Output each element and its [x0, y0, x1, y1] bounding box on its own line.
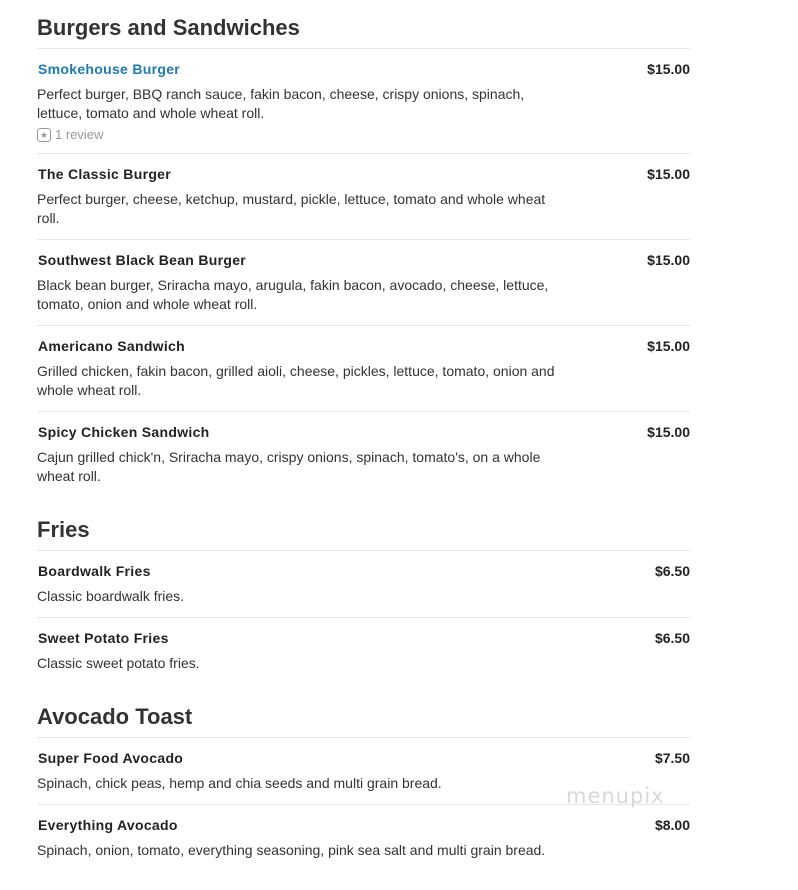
item-description: Spinach, chick peas, hemp and chia seeds and multi grain bread. — [37, 775, 442, 791]
menu-item-americano-sandwich — [37, 326, 690, 412]
menu-item-boardwalk-fries — [37, 551, 690, 618]
review-link[interactable] — [37, 127, 103, 142]
section-title: Burgers and Sandwiches — [37, 0, 690, 49]
item-price: $7.50 — [654, 750, 690, 766]
item-description: Classic boardwalk fries. — [37, 588, 185, 604]
item-price: $15.00 — [647, 166, 690, 182]
item-name: Spicy Chicken Sandwich — [38, 424, 210, 440]
item-price: $15.00 — [647, 424, 690, 440]
item-price: $8.00 — [654, 817, 690, 833]
menu-item-southwest-black-bean-burger — [37, 240, 690, 326]
item-price: $6.50 — [654, 630, 690, 646]
menu-item-classic-burger — [37, 154, 690, 240]
menu-item-everything-avocado — [37, 805, 690, 890]
item-description: Spinach, onion, tomato, everything seasoning, pink sea salt and multi grain bread. — [37, 842, 546, 858]
review-star-icon: ★ — [37, 128, 51, 142]
item-name: Everything Avocado — [38, 817, 178, 833]
menu — [37, 0, 690, 890]
item-name: Sweet Potato Fries — [38, 630, 169, 646]
review-count: 1 review — [55, 127, 104, 142]
item-description: Black bean burger, Sriracha mayo, arugula, fakin bacon, avocado, cheese, lettuce, tomato, onion and whole wheat roll. — [37, 277, 549, 312]
item-description: Grilled chicken, fakin bacon, grilled aioli, cheese, pickles, lettuce, tomato, onion and whole wheat roll. — [37, 363, 555, 398]
item-description: Classic sweet potato fries. — [37, 655, 200, 671]
item-name: Super Food Avocado — [38, 750, 184, 766]
item-description: Perfect burger, cheese, ketchup, mustard, pickle, lettuce, tomato and whole wheat roll. — [37, 191, 546, 226]
menupix-watermark: menupix — [566, 784, 665, 808]
item-price: $15.00 — [647, 61, 690, 77]
section-burgers-and-sandwiches — [37, 0, 690, 502]
item-name: Americano Sandwich — [38, 338, 185, 354]
item-price: $15.00 — [647, 338, 690, 354]
item-name: Boardwalk Fries — [38, 563, 151, 579]
menu-item-smokehouse-burger — [37, 49, 690, 154]
item-price: $6.50 — [654, 563, 690, 579]
item-price: $15.00 — [647, 252, 690, 268]
section-title: Fries — [37, 502, 690, 551]
item-name: The Classic Burger — [38, 166, 171, 182]
menu-item-sweet-potato-fries — [37, 618, 690, 689]
item-name: Southwest Black Bean Burger — [38, 252, 247, 268]
section-title: Avocado Toast — [37, 689, 690, 738]
menu-item-spicy-chicken-sandwich — [37, 412, 690, 502]
item-description: Cajun grilled chick'n, Sriracha mayo, crispy onions, spinach, tomato's, on a whole wheat roll. — [37, 449, 541, 484]
section-fries — [37, 502, 690, 689]
item-description: Perfect burger, BBQ ranch sauce, fakin bacon, cheese, crispy onions, spinach, lettuce, tomato and whole wheat roll. — [37, 86, 525, 121]
item-name-link[interactable]: Smokehouse Burger — [38, 61, 181, 77]
